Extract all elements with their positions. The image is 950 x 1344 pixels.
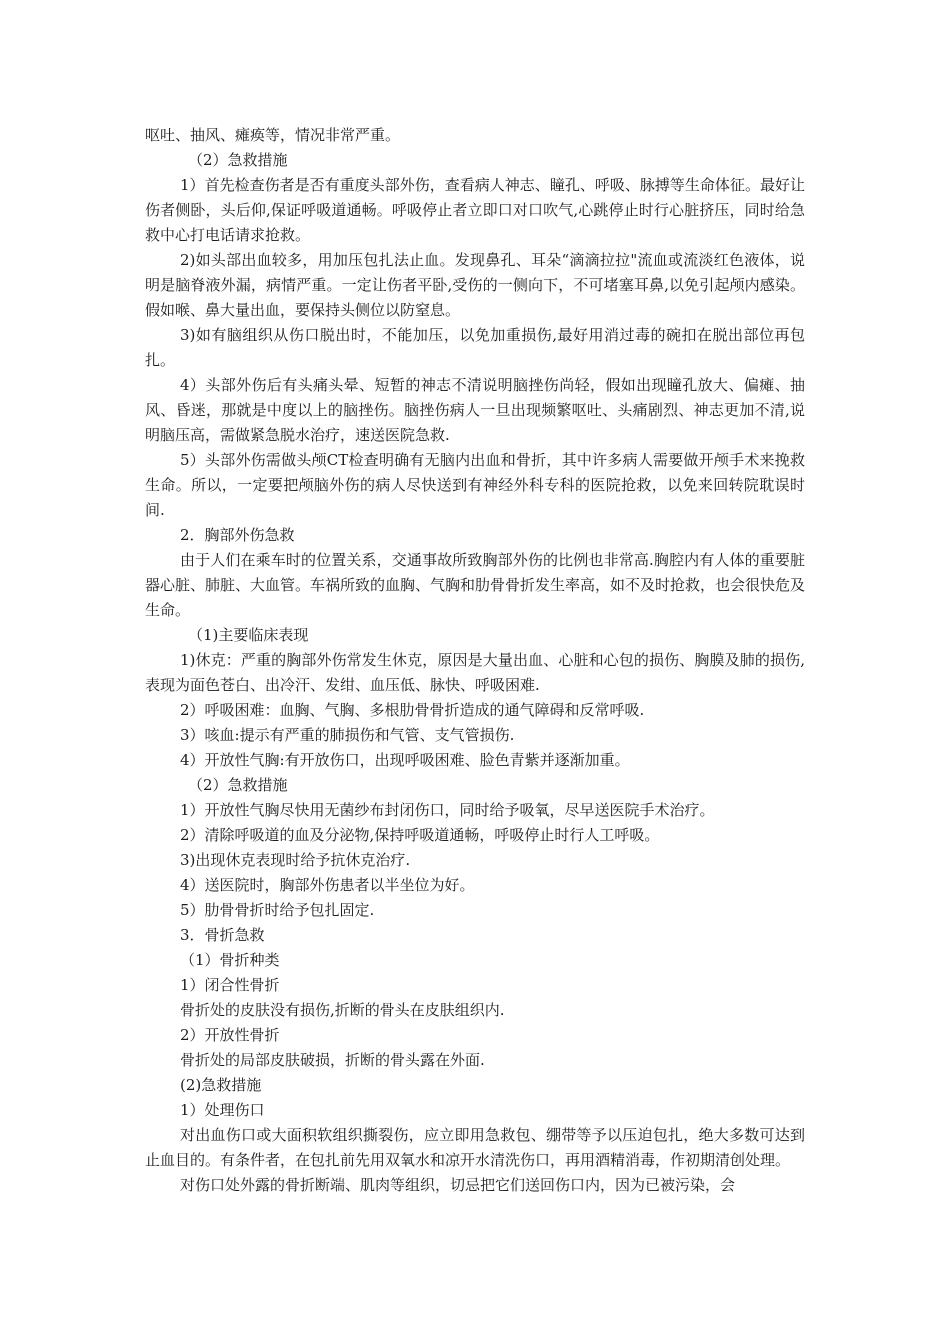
paragraph: 4）送医院时，胸部外伤患者以半坐位为好。 — [180, 876, 475, 894]
section-heading: （2）急救措施 — [188, 776, 288, 794]
paragraph: 1）首先检查伤者是否有重度头部外伤，查看病人神志、瞳孔、呼吸、脉搏等生命体征。最好让伤者侧卧，头后仰,保证呼吸道通畅。呼吸停止者立即口对口吹气,心跳停止时行心脏挤压，同时给急救中心打电话请求抢救。 — [145, 176, 805, 244]
paragraph: 1）闭合性骨折 — [180, 976, 280, 994]
paragraph: 4）开放性气胸:有开放伤口，出现呼吸困难、脸色青紫并逐渐加重。 — [180, 751, 630, 769]
paragraph: 2）清除呼吸道的血及分泌物,保持呼吸道通畅，呼吸停止时行人工呼吸。 — [180, 826, 660, 844]
section-heading: 3．骨折急救 — [180, 926, 265, 944]
paragraph: 3)出现休克表现时给予抗休克治疗. — [180, 851, 411, 869]
paragraph: 1）开放性气胸尽快用无菌纱布封闭伤口，同时给予吸氧，尽早送医院手术治疗。 — [180, 801, 715, 819]
paragraph: 呕吐、抽风、瘫痪等，情况非常严重。 — [145, 126, 401, 144]
document-page — [145, 123, 805, 1198]
paragraph: 2）呼吸困难：血胸、气胸、多根肋骨骨折造成的通气障碍和反常呼吸. — [180, 701, 645, 719]
paragraph: 5）肋骨骨折时给予包扎固定. — [180, 901, 375, 919]
paragraph: 骨折处的局部皮肤破损，折断的骨头露在外面. — [180, 1051, 485, 1069]
paragraph: 1)休克：严重的胸部外伤常发生休克，原因是大量出血、心脏和心包的损伤、胸膜及肺的损伤,表现为面色苍白、出冷汗、发绀、血压低、脉快、呼吸困难. — [145, 651, 805, 694]
section-heading: (2)急救措施 — [180, 1076, 262, 1094]
paragraph: 1）处理伤口 — [180, 1101, 265, 1119]
paragraph: 2)如头部出血较多，用加压包扎法止血。发现鼻孔、耳朵“滴滴拉拉"流血或流淡红色液体，说明是脑脊液外漏，病情严重。一定让伤者平卧,受伤的一侧向下，不可堵塞耳鼻,以免引起颅内感染。假如喉、鼻大量出血，要保持头侧位以防窒息。 — [145, 251, 805, 319]
paragraph: 由于人们在乘车时的位置关系，交通事故所致胸部外伤的比例也非常高.胸腔内有人体的重要脏器心脏、肺脏、大血管。车祸所致的血胸、气胸和肋骨骨折发生率高，如不及时抢救，也会很快危及生命。 — [145, 551, 806, 619]
section-heading: （2）急救措施 — [188, 151, 288, 169]
paragraph: 2）开放性骨折 — [180, 1026, 280, 1044]
paragraph: 骨折处的皮肤没有损伤,折断的骨头在皮肤组织内. — [180, 1001, 505, 1019]
section-heading: （1)主要临床表现 — [188, 626, 309, 644]
paragraph: 3）咳血:提示有严重的肺损伤和气管、支气管损伤. — [180, 726, 515, 744]
section-heading: 2．胸部外伤急救 — [180, 526, 295, 544]
paragraph: 3)如有脑组织从伤口脱出时，不能加压，以免加重损伤,最好用消过毒的碗扣在脱出部位再包扎。 — [145, 326, 805, 369]
paragraph: 对伤口处外露的骨折断端、肌肉等组织，切忌把它们送回伤口内，因为已被污染，会 — [180, 1176, 736, 1194]
section-heading: （1）骨折种类 — [180, 951, 280, 969]
paragraph: 对出血伤口或大面积软组织撕裂伤，应立即用急救包、绷带等予以压迫包扎，绝大多数可达到止血目的。有条件者，在包扎前先用双氧水和凉开水清洗伤口，再用酒精消毒，作初期清创处理。 — [145, 1126, 805, 1169]
paragraph: 5）头部外伤需做头颅CT检查明确有无脑内出血和骨折，其中许多病人需要做开颅手术来挽救生命。所以，一定要把颅脑外伤的病人尽快送到有神经外科专科的医院抢救，以免来回转院耽误时间. — [145, 451, 805, 519]
paragraph: 4）头部外伤后有头痛头晕、短暂的神志不清说明脑挫伤尚轻，假如出现瞳孔放大、偏瘫、抽风、昏迷，那就是中度以上的脑挫伤。脑挫伤病人一旦出现频繁呕吐、头痛剧烈、神志更加不清,说明脑压高，需做紧急脱水治疗，速送医院急救. — [145, 376, 805, 444]
